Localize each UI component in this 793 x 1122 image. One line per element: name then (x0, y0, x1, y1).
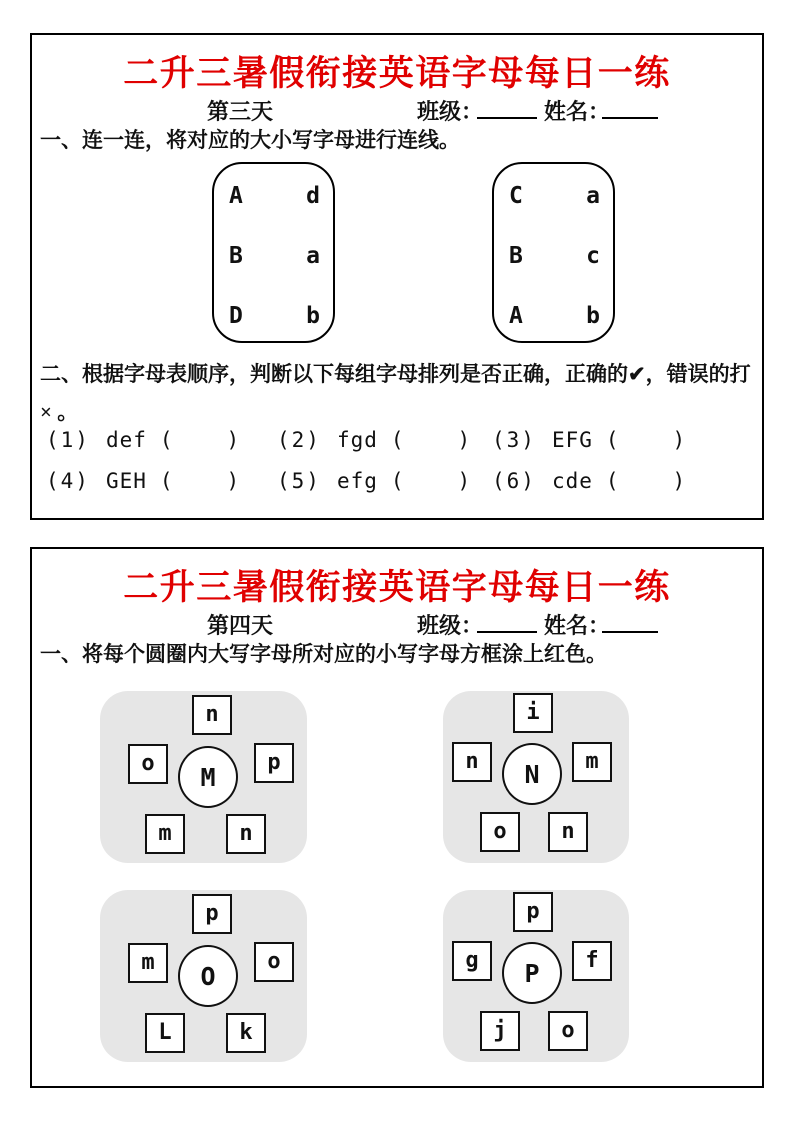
letter-box-top[interactable]: p (192, 894, 232, 934)
item-number: (3) (492, 428, 536, 452)
connect-row (509, 185, 600, 208)
uppercase-letter[interactable]: B (509, 243, 523, 269)
letter-circle: P (502, 942, 562, 1004)
day-label: 第三天 (207, 99, 274, 124)
judge-item (46, 428, 277, 452)
letter-box-bottom-right[interactable]: n (548, 812, 588, 852)
section-1-heading: 一、将每个圆圈内大写字母所对应的小写字母方框涂上红色。 (40, 642, 607, 666)
paren-close: ) (457, 428, 471, 452)
letter-box-left[interactable]: o (128, 744, 168, 784)
connect-row (229, 245, 320, 268)
letter-box-bottom-left[interactable]: j (480, 1011, 520, 1051)
paren-close: ) (457, 469, 471, 493)
letter-box-right[interactable]: p (254, 743, 294, 783)
item-letters: EFG (551, 428, 593, 452)
connect-row (229, 185, 320, 208)
uppercase-letter[interactable]: C (509, 183, 523, 209)
letter-box-top[interactable]: n (192, 695, 232, 735)
connect-row (229, 305, 320, 328)
paren-open: ( (159, 428, 173, 452)
day-label: 第四天 (207, 613, 274, 638)
paren-close: ) (226, 469, 240, 493)
section-2-heading-line2: × 。 (40, 400, 79, 424)
lowercase-letter[interactable]: a (306, 243, 320, 269)
judge-item (492, 469, 752, 493)
letter-card-M (100, 691, 307, 863)
letter-circle: O (178, 945, 238, 1007)
paren-open: ( (390, 469, 404, 493)
name-input-line[interactable] (602, 93, 658, 119)
letter-card-O (100, 890, 307, 1062)
item-letters: efg (336, 469, 378, 493)
paren-open: ( (605, 469, 619, 493)
letter-box-left[interactable]: g (452, 941, 492, 981)
letter-box-right[interactable]: f (572, 941, 612, 981)
item-letters: GEH (105, 469, 147, 493)
name-label: 姓名： (544, 99, 611, 124)
item-number: (6) (492, 469, 536, 493)
letter-box-bottom-left[interactable]: m (145, 814, 185, 854)
connect-row (509, 305, 600, 328)
judge-item (492, 428, 752, 452)
paren-open: ( (159, 469, 173, 493)
lowercase-letter[interactable]: d (306, 183, 320, 209)
uppercase-letter[interactable]: A (229, 183, 243, 209)
lowercase-letter[interactable]: c (586, 243, 600, 269)
section-2-heading-line1: 二、根据字母表顺序，判断以下每组字母排列是否正确，正确的✔，错误的打 (40, 362, 751, 386)
uppercase-letter[interactable]: A (509, 303, 523, 329)
item-number: (1) (46, 428, 90, 452)
judge-items (46, 428, 752, 493)
letter-card-N (443, 691, 629, 863)
connect-box-left (212, 162, 335, 343)
letter-box-top[interactable]: p (513, 892, 553, 932)
name-input-line[interactable] (602, 607, 658, 633)
class-input-line[interactable] (477, 607, 537, 633)
letter-box-right[interactable]: o (254, 942, 294, 982)
letter-box-bottom-right[interactable]: o (548, 1011, 588, 1051)
connect-row (509, 245, 600, 268)
letter-box-left[interactable]: m (128, 943, 168, 983)
section-1-heading: 一、连一连，将对应的大小写字母进行连线。 (40, 128, 460, 152)
name-label: 姓名： (544, 613, 611, 638)
uppercase-letter[interactable]: B (229, 243, 243, 269)
item-letters: fgd (336, 428, 378, 452)
item-letters: cde (551, 469, 593, 493)
class-label: 班级： (417, 99, 484, 124)
worksheet-day3 (30, 33, 764, 520)
class-input-line[interactable] (477, 93, 537, 119)
lowercase-letter[interactable]: b (306, 303, 320, 329)
letter-box-bottom-left[interactable]: o (480, 812, 520, 852)
worksheet-day4 (30, 547, 764, 1088)
letter-box-left[interactable]: n (452, 742, 492, 782)
class-label: 班级： (417, 613, 484, 638)
item-number: (5) (277, 469, 321, 493)
paren-open: ( (605, 428, 619, 452)
judge-item (277, 428, 492, 452)
lowercase-letter[interactable]: a (586, 183, 600, 209)
judge-item (46, 469, 277, 493)
letter-box-bottom-right[interactable]: k (226, 1013, 266, 1053)
letter-circle: M (178, 746, 238, 808)
letter-box-bottom-right[interactable]: n (226, 814, 266, 854)
paren-close: ) (672, 469, 686, 493)
worksheet-title: 二升三暑假衔接英语字母每日一练 (123, 568, 671, 607)
connect-box-right (492, 162, 615, 343)
letter-box-right[interactable]: m (572, 742, 612, 782)
letter-card-P (443, 890, 629, 1062)
item-number: (2) (277, 428, 321, 452)
letter-box-bottom-left[interactable]: L (145, 1013, 185, 1053)
paren-close: ) (226, 428, 240, 452)
lowercase-letter[interactable]: b (586, 303, 600, 329)
item-number: (4) (46, 469, 90, 493)
item-letters: def (105, 428, 147, 452)
paren-open: ( (390, 428, 404, 452)
judge-item (277, 469, 492, 493)
paren-close: ) (672, 428, 686, 452)
worksheet-title: 二升三暑假衔接英语字母每日一练 (123, 54, 671, 93)
letter-circle: N (502, 743, 562, 805)
letter-box-top[interactable]: i (513, 693, 553, 733)
uppercase-letter[interactable]: D (229, 303, 243, 329)
